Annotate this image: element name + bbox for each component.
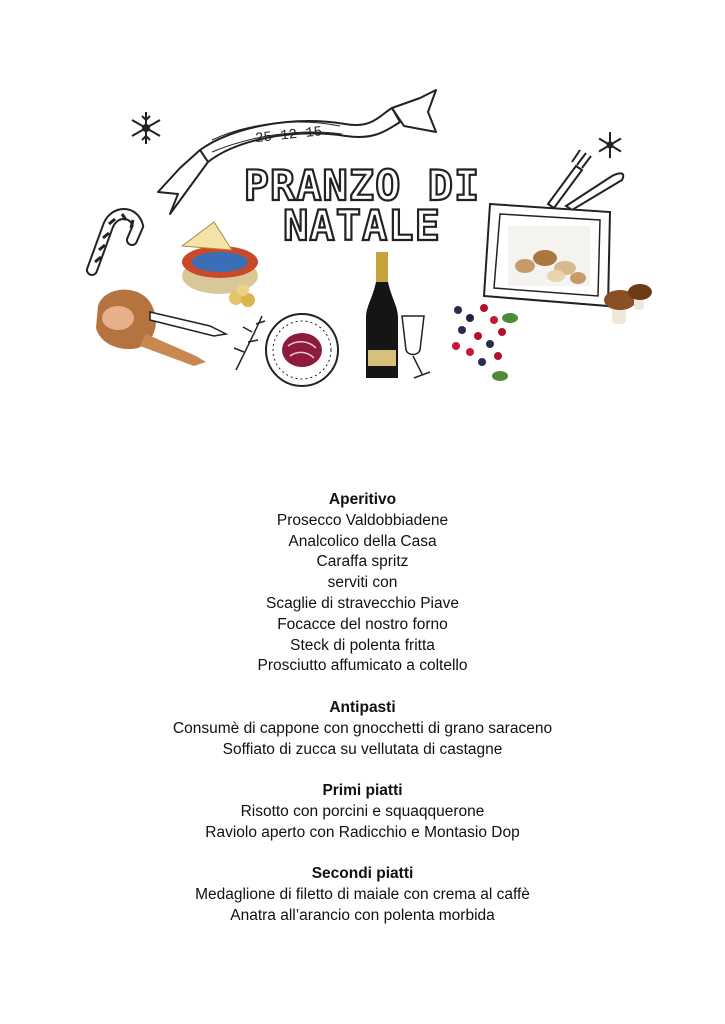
menu-section-aperitivo <box>0 490 725 677</box>
title-line-1: PRANZO DI <box>243 161 481 210</box>
menu-item: Risotto con porcini e squaqquerone <box>240 802 485 820</box>
section-title: Primi piatti <box>322 782 403 800</box>
fork-and-knife-icon <box>548 150 623 210</box>
herb-sprig-icon <box>234 316 265 370</box>
title-line-2: NATALE <box>283 201 441 250</box>
menu-section-primi-piatti <box>0 781 725 843</box>
section-title: Antipasti <box>329 698 396 716</box>
prosciutto-icon <box>96 290 226 366</box>
mushroom-icon <box>604 284 652 324</box>
menu-item: Soffiato di zucca su vellutata di castagne <box>222 740 503 758</box>
wine-bottle-icon <box>366 252 398 378</box>
plate-icon <box>266 314 338 386</box>
menu-item: Medaglione di filetto di maiale con crema al caffè <box>195 886 530 904</box>
menu-item: Analcolico della Casa <box>288 532 437 550</box>
ribbon-date: 25 12 15 <box>254 124 324 148</box>
berries-icon <box>452 304 518 381</box>
glass-icon <box>402 316 430 378</box>
menu-item: Raviolo aperto con Radicchio e Montasio Dop <box>205 823 520 841</box>
picture-frame <box>484 204 610 306</box>
menu-item: serviti con <box>327 574 398 592</box>
menu-item: Prosecco Valdobbiadene <box>276 511 449 529</box>
menu-section-secondi-piatti <box>0 864 725 926</box>
menu-item: Consumè di cappone con gnocchetti di grano saraceno <box>172 719 553 737</box>
snowflake-icon <box>599 132 621 158</box>
menu-item: Steck di polenta fritta <box>290 636 435 654</box>
menu-section-antipasti <box>0 698 725 760</box>
header-illustration <box>0 0 725 420</box>
snowflake-icon <box>132 112 160 144</box>
menu-item: Caraffa spritz <box>316 553 409 571</box>
menu-item: Focacce del nostro forno <box>277 615 448 633</box>
menu-item: Anatra all’arancio con polenta morbida <box>230 906 495 924</box>
section-title: Aperitivo <box>328 491 397 508</box>
section-title: Secondi piatti <box>311 865 414 883</box>
cheese-icon <box>182 222 258 307</box>
menu-body <box>0 490 725 948</box>
candy-cane-icon <box>92 214 138 270</box>
menu-item: Prosciutto affumicato a coltello <box>257 657 468 675</box>
menu-item: Scaglie di stravecchio Piave <box>266 594 459 612</box>
